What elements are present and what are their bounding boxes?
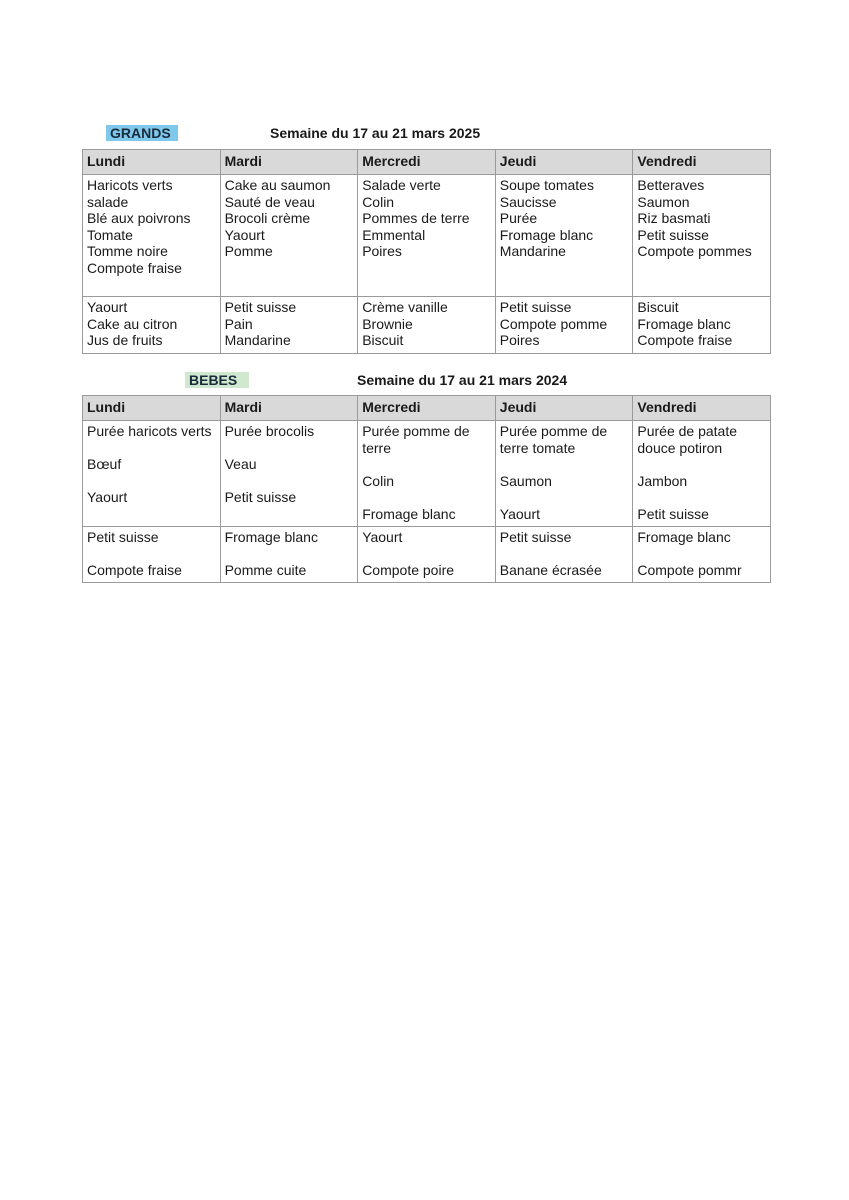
menu-item: Cake au saumon	[224, 177, 331, 193]
menu-item: Biscuit	[362, 332, 404, 348]
bebes-lunch-row	[83, 421, 771, 527]
grands-lunch-cell	[358, 175, 496, 297]
menu-item: Petit suisse	[637, 226, 709, 243]
grands-day-header: Vendredi	[633, 150, 771, 175]
menu-item: Colin	[362, 193, 395, 210]
menu-item: Sauté de veau	[224, 193, 315, 210]
grands-day-header: Mercredi	[358, 150, 496, 175]
bebes-snack-cell	[220, 527, 358, 583]
menu-item: Fromage blanc	[362, 505, 456, 522]
bebes-snack-cell	[358, 527, 496, 583]
bebes-menu-table	[82, 395, 771, 583]
menu-item: salade	[87, 193, 129, 210]
menu-item: Jus de fruits	[87, 332, 163, 348]
grands-lunch-cell	[633, 175, 771, 297]
menu-item: Pomme	[224, 243, 273, 259]
menu-item: Compote fraise	[87, 259, 182, 276]
menu-item: Petit suisse	[499, 299, 572, 315]
menu-item: Jambon	[637, 472, 688, 489]
menu-item: Purée haricots verts	[87, 423, 212, 439]
menu-item: Fromage blanc	[224, 529, 318, 545]
bebes-snack-cell	[633, 527, 771, 583]
menu-item: Saumon	[637, 193, 690, 210]
menu-item: Purée	[499, 210, 538, 226]
grands-snack-cell	[83, 297, 221, 354]
grands-lunch-cell	[495, 175, 633, 297]
menu-item: Cake au citron	[87, 315, 178, 332]
menu-item: Banane écrasée	[499, 562, 602, 578]
menu-item: Pommes de terre	[362, 210, 470, 226]
grands-day-header: Lundi	[83, 150, 221, 175]
spacer	[225, 473, 354, 490]
spacer	[362, 546, 491, 563]
menu-item: Purée brocolis	[224, 423, 315, 439]
spacer	[637, 489, 766, 506]
grands-snack-cell	[495, 297, 633, 354]
menu-item: Mandarine	[499, 243, 566, 259]
grands-menu-table	[82, 149, 771, 354]
menu-item: Crème vanille	[362, 299, 448, 315]
bebes-day-header: Lundi	[83, 396, 221, 421]
menu-item: Haricots verts	[87, 177, 173, 193]
bebes-lunch-cell	[633, 421, 771, 527]
grands-day-header: Jeudi	[495, 150, 633, 175]
menu-item: Purée pomme de	[499, 423, 608, 439]
grands-header-row	[83, 150, 771, 175]
menu-item: Compote poire	[362, 562, 455, 578]
menu-item: Tomme noire	[87, 243, 168, 259]
spacer	[362, 456, 491, 473]
menu-item: Pomme cuite	[224, 562, 307, 578]
spacer	[225, 440, 354, 457]
menu-item: Soupe tomates	[499, 177, 594, 193]
bebes-day-header: Mercredi	[358, 396, 496, 421]
menu-item: Compote pomme	[499, 315, 608, 332]
bebes-lunch-cell	[495, 421, 633, 527]
menu-item: Mandarine	[224, 332, 291, 348]
grands-snack-cell	[633, 297, 771, 354]
spacer	[637, 456, 766, 473]
bebes-snack-row	[83, 527, 771, 583]
menu-item: Petit suisse	[224, 299, 297, 315]
menu-item: Brocoli crème	[224, 210, 311, 226]
grands-snack-cell	[358, 297, 496, 354]
bebes-lunch-cell	[83, 421, 221, 527]
menu-item: Tomate	[87, 226, 133, 243]
bebes-snack-cell	[83, 527, 221, 583]
menu-item: Poires	[499, 332, 540, 348]
menu-item: Emmental	[362, 226, 426, 243]
bebes-day-header: Jeudi	[495, 396, 633, 421]
menu-item: Fromage blanc	[637, 315, 731, 332]
menu-item: Petit suisse	[224, 489, 297, 505]
menu-item: Yaourt	[224, 226, 265, 243]
menu-item: Bœuf	[87, 456, 122, 472]
bebes-lunch-cell	[220, 421, 358, 527]
menu-item: Saucisse	[499, 193, 557, 210]
menu-item: Yaourt	[87, 299, 128, 315]
menu-item: Yaourt	[87, 489, 128, 505]
menu-item: Petit suisse	[87, 529, 159, 545]
menu-item: Salade verte	[362, 177, 441, 193]
grands-snack-cell	[220, 297, 358, 354]
menu-item: Yaourt	[362, 529, 403, 545]
grands-day-header: Mardi	[220, 150, 358, 175]
menu-item: Yaourt	[499, 505, 540, 522]
menu-item: Veau	[224, 456, 257, 472]
menu-item: Saumon	[499, 472, 552, 489]
bebes-week-title: Semaine du 17 au 21 mars 2024	[357, 372, 568, 388]
menu-item: Riz basmati	[637, 210, 711, 226]
spacer	[87, 440, 216, 457]
menu-item: Pain	[224, 315, 253, 332]
menu-item: terre tomate	[499, 439, 576, 456]
bebes-snack-cell	[495, 527, 633, 583]
grands-snack-row	[83, 297, 771, 354]
spacer	[225, 546, 354, 563]
grands-lunch-cell	[83, 175, 221, 297]
spacer	[637, 546, 766, 563]
menu-item: Purée pomme de	[362, 423, 470, 439]
menu-item: Betteraves	[637, 177, 705, 193]
menu-item: Colin	[362, 472, 395, 489]
grands-label: GRANDS	[106, 125, 178, 141]
menu-item: Petit suisse	[499, 529, 572, 545]
menu-item: terre	[362, 439, 391, 456]
menu-item: Brownie	[362, 315, 413, 332]
menu-item: Compote fraise	[87, 562, 182, 578]
bebes-label: BEBES	[185, 372, 249, 388]
grands-week-title: Semaine du 17 au 21 mars 2025	[270, 125, 481, 141]
bebes-day-header: Mardi	[220, 396, 358, 421]
menu-item: Biscuit	[637, 299, 679, 315]
spacer	[500, 546, 629, 563]
menu-item: Purée de patate	[637, 423, 738, 439]
menu-item: Blé aux poivrons	[87, 210, 191, 226]
menu-item: douce potiron	[637, 439, 723, 456]
grands-lunch-cell	[220, 175, 358, 297]
spacer	[500, 489, 629, 506]
menu-item: Poires	[362, 243, 402, 259]
spacer	[87, 546, 216, 563]
menu-item: Compote fraise	[637, 332, 733, 348]
menu-item: Fromage blanc	[637, 529, 731, 545]
bebes-lunch-cell	[358, 421, 496, 527]
menu-item: Compote pommes	[637, 243, 752, 259]
grands-lunch-row	[83, 175, 771, 297]
spacer	[362, 489, 491, 506]
menu-item: Compote pommr	[637, 562, 742, 578]
bebes-day-header: Vendredi	[633, 396, 771, 421]
spacer	[87, 473, 216, 490]
spacer	[500, 456, 629, 473]
menu-item: Fromage blanc	[499, 226, 594, 243]
menu-item: Petit suisse	[637, 505, 709, 522]
bebes-header-row	[83, 396, 771, 421]
